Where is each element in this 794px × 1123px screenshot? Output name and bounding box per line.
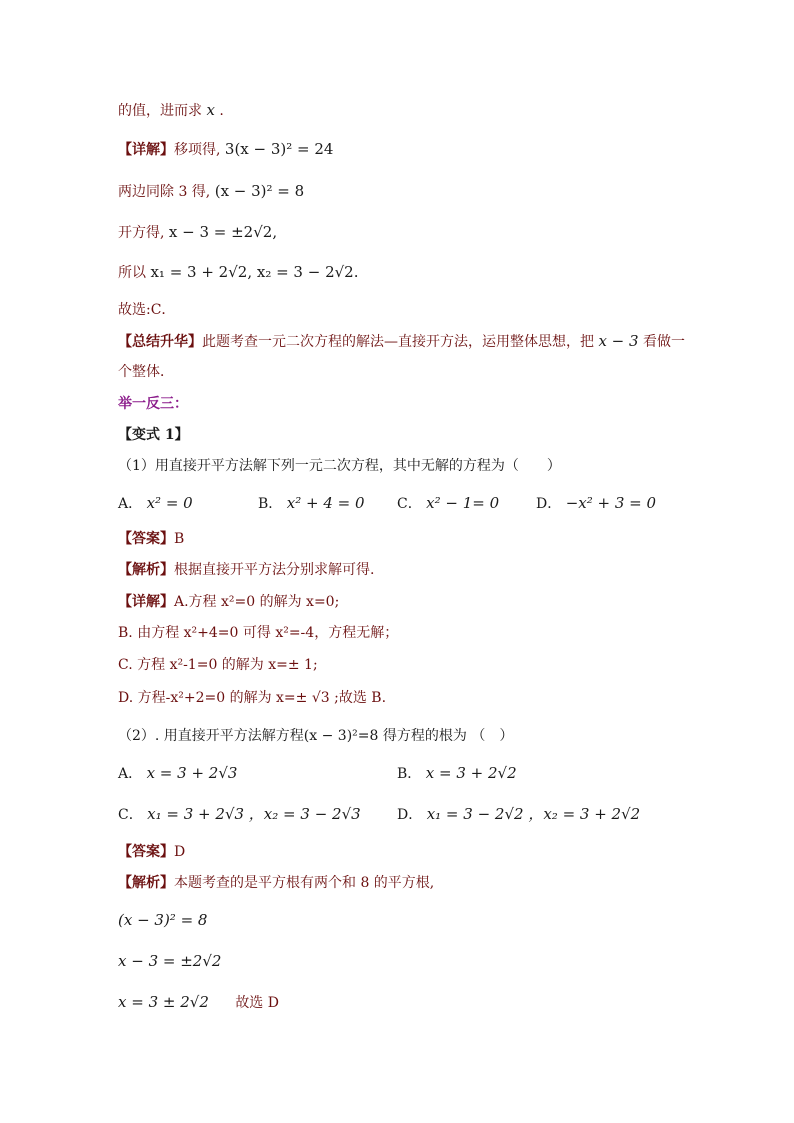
q2-option-a-label: A． (118, 766, 143, 782)
q1-option-a-eq: x² = 0 (146, 494, 193, 512)
q2-option-d[interactable] (397, 804, 640, 825)
q2-step-3-end: 故选 D (235, 995, 279, 1011)
q2-step-2 (118, 951, 221, 972)
q1-option-d[interactable] (536, 493, 656, 514)
divide-line (118, 181, 304, 202)
q2-analysis: 本题考查的是平方根有两个和 8 的平方根, (174, 875, 435, 891)
q2-stem-text: （2）. 用直接开平方法解方程(x − 3)²=8 得方程的根为 （ ） (118, 728, 514, 744)
summary-text-2: 个整体． (118, 364, 174, 380)
choose-text: 故选:C． (118, 302, 176, 318)
q2-option-d-eq: x₁ = 3 − 2√2 ，x₂ = 3 + 2√2 (426, 805, 641, 823)
q2-option-a[interactable] (118, 763, 237, 784)
divide-text: 两边同除 3 得, (118, 184, 211, 200)
q1-option-d-label: D． (536, 496, 562, 512)
q2-step-3-eq: x = 3 ± 2√2 (118, 993, 209, 1011)
sqrt-line (118, 222, 277, 243)
q2-option-c-label: C． (118, 807, 143, 823)
q2-answer-label: 【答案】 (118, 844, 174, 860)
variant-line (118, 425, 189, 445)
q1-answer-label: 【答案】 (118, 531, 174, 547)
q1-detail-b-line (118, 623, 398, 643)
detail-line (118, 139, 333, 160)
line-1-text: 的值，进而求 (118, 103, 202, 119)
summary-line-2 (118, 362, 174, 382)
q1-answer: B (174, 531, 185, 547)
q1-detail-c: C. 方程 x²-1=0 的解为 x=± 1; (118, 657, 318, 673)
q1-option-d-eq: −x² + 3 = 0 (565, 494, 657, 512)
q2-option-b-label: B． (397, 766, 422, 782)
q2-answer: D (174, 844, 186, 860)
q1-analysis-label: 【解析】 (118, 562, 174, 578)
detail-equation: 3(x − 3)² = 24 (224, 140, 334, 158)
q2-option-b[interactable] (397, 763, 517, 784)
detail-label: 【详解】 (118, 142, 174, 158)
q2-analysis-line (118, 873, 434, 893)
summary-label: 【总结升华】 (118, 334, 202, 350)
q2-option-a-eq: x = 3 + 2√3 (146, 764, 238, 782)
detail-text: 移项得, (174, 142, 221, 158)
q1-option-b-label: B． (258, 496, 283, 512)
q1-option-b-eq: x² + 4 = 0 (286, 494, 365, 512)
so-text: 所以 (118, 265, 146, 281)
sqrt-text: 开方得, (118, 225, 165, 241)
q1-stem (118, 456, 561, 476)
q2-answer-line (118, 842, 185, 862)
so-equation: x₁ = 3 + 2√2, x₂ = 3 − 2√2. (150, 263, 359, 281)
q2-step-2-eq: x − 3 = ±2√2 (118, 952, 222, 970)
q2-option-b-eq: x = 3 + 2√2 (425, 764, 517, 782)
q1-stem-text: （1）用直接开平方法解下列一元二次方程，其中无解的方程为（ ） (118, 458, 561, 474)
q1-option-a[interactable] (118, 493, 193, 514)
q1-detail-a: A.方程 x²=0 的解为 x=0; (174, 594, 340, 610)
analogy-line (118, 394, 188, 414)
q1-analysis: 根据直接开平方法分别求解可得. (174, 562, 375, 578)
q2-option-c[interactable] (118, 804, 361, 825)
q2-step-1 (118, 910, 207, 931)
summary-end: 看做一 (643, 334, 686, 350)
variant-heading: 【变式 1】 (118, 427, 189, 443)
q2-stem (118, 726, 513, 746)
q1-option-c[interactable] (397, 493, 499, 514)
sqrt-equation: x − 3 = ±2√2, (168, 223, 278, 241)
q1-detail-c-line (118, 655, 318, 675)
q1-detail-d-line (118, 688, 386, 708)
q1-detail-b: B. 由方程 x²+4=0 可得 x²=-4，方程无解； (118, 625, 399, 641)
summary-equation: x − 3 (598, 332, 639, 350)
q2-option-d-label: D． (397, 807, 423, 823)
text-line-1 (118, 100, 224, 121)
q1-detail-line (118, 592, 339, 612)
q1-detail-d: D. 方程-x²+2=0 的解为 x=± √3 ;故选 B. (118, 690, 387, 706)
q1-answer-line (118, 529, 184, 549)
q1-detail-label: 【详解】 (118, 594, 174, 610)
choose-line (118, 300, 175, 320)
q1-option-a-label: A． (118, 496, 143, 512)
so-line (118, 262, 359, 283)
summary-text: 此题考查一元二次方程的解法—直接开方法，运用整体思想，把 (202, 334, 594, 350)
q2-analysis-label: 【解析】 (118, 875, 174, 891)
q1-option-c-eq: x² − 1= 0 (426, 494, 500, 512)
q1-option-b[interactable] (258, 493, 365, 514)
divide-equation: (x − 3)² = 8 (214, 182, 305, 200)
line-1-var: x (206, 101, 215, 119)
q2-step-1-eq: (x − 3)² = 8 (118, 911, 208, 929)
q1-option-c-label: C． (397, 496, 422, 512)
analogy-heading: 举一反三： (118, 396, 188, 412)
q2-option-c-eq: x₁ = 3 + 2√3 ，x₂ = 3 − 2√3 (147, 805, 361, 823)
q1-analysis-line (118, 560, 374, 580)
q2-step-3 (118, 992, 279, 1013)
line-1-end: . (219, 103, 224, 119)
summary-line (118, 331, 685, 352)
